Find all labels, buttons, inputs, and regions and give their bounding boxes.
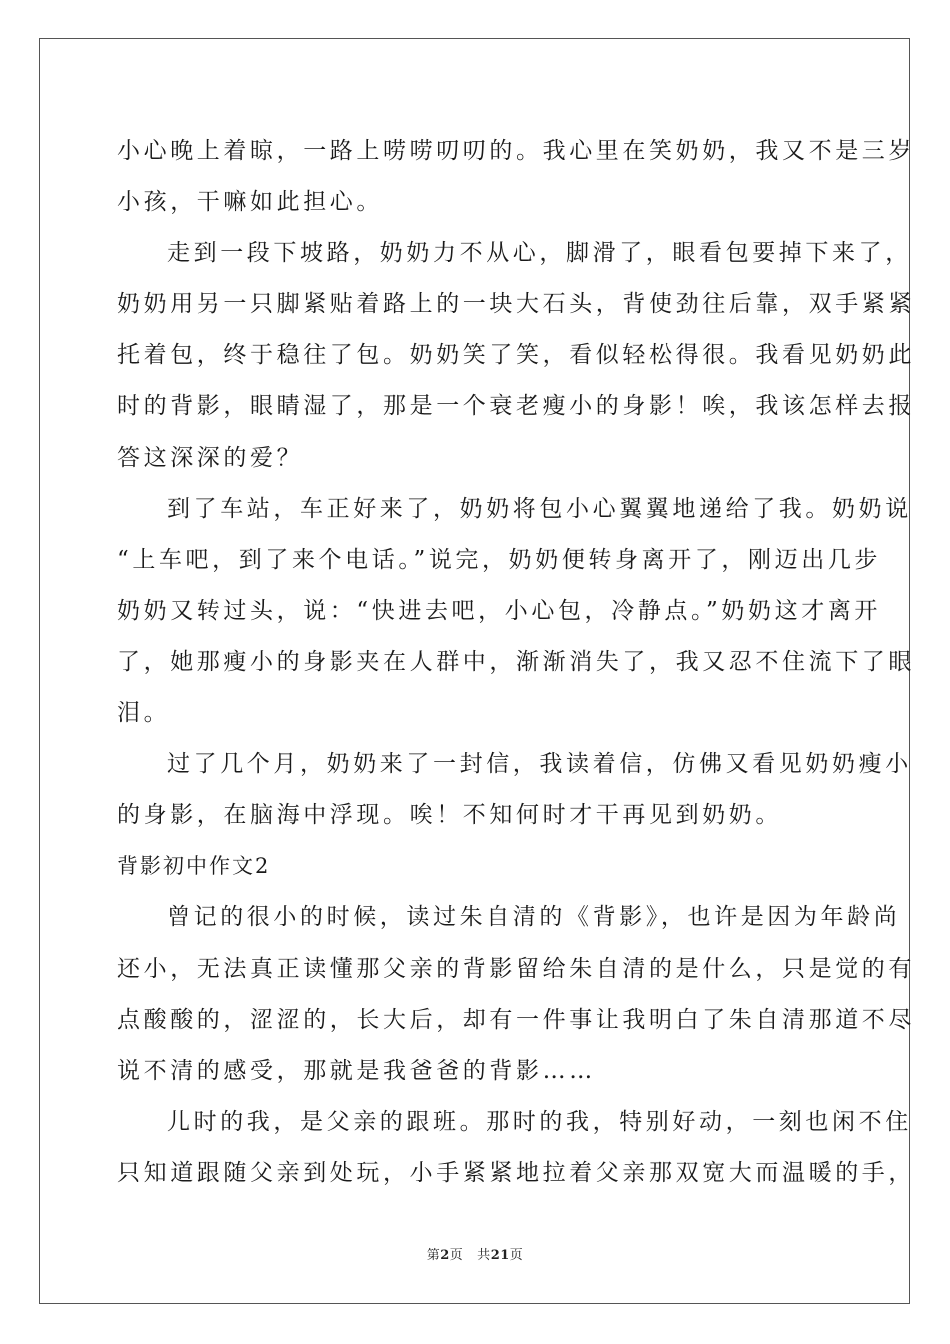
text-line: 答这深深的爱？ (117, 444, 304, 471)
text-line: 曾记的很小的时候，读过朱自清的《背影》，也许是因为年龄尚 (167, 904, 901, 931)
footer-total-pages: 21 (490, 1248, 510, 1263)
text-line: 点酸酸的，涩涩的，长大后，却有一件事让我明白了朱自清那道不尽 (117, 1006, 915, 1033)
text-line: 的身影，在脑海中浮现。唉！不知何时才干再见到奶奶。 (117, 802, 782, 829)
footer-total-prefix: 共 (477, 1248, 491, 1263)
text-line: 儿时的我，是父亲的跟班。那时的我，特别好动，一刻也闲不住 (167, 1108, 912, 1135)
text-line: 还小，无法真正读懂那父亲的背影留给朱自清的是什么，只是觉的有 (117, 955, 915, 982)
text-line: 说不清的感受，那就是我爸爸的背影…… (117, 1057, 596, 1084)
text-line: 小心晚上着晾，一路上唠唠叨叨的。我心里在笑奶奶，我又不是三岁 (117, 138, 915, 164)
text-line: 过了几个月，奶奶来了一封信，我读着信，仿佛又看见奶奶瘦小 (167, 751, 912, 778)
text-line: 时的背影，眼睛湿了，那是一个衰老瘦小的身影！唉，我该怎样去报 (117, 393, 915, 420)
footer-total-suffix: 页 (509, 1248, 524, 1263)
text-line: 小孩，干嘛如此担心。 (117, 189, 383, 216)
text-line: 奶奶又转过头，说：“快进去吧，小心包，冷静点。”奶奶这才离开 (117, 597, 882, 624)
text-line: 托着包，终于稳往了包。奶奶笑了笑，看似轻松得很。我看见奶奶此 (117, 342, 915, 369)
page-footer (0, 1244, 950, 1263)
text-line: 到了车站，车正好来了，奶奶将包小心翼翼地递给了我。奶奶说 (167, 495, 912, 522)
document-body (117, 126, 915, 1199)
footer-page-number: 2 (440, 1248, 450, 1263)
text-line: 只知道跟随父亲到处玩，小手紧紧地拉着父亲那双宽大而温暖的手， (117, 1159, 915, 1186)
text-line: “上车吧，到了来个电话。”说完，奶奶便转身离开了，刚迈出几步 (117, 546, 882, 573)
text-line: 泪。 (117, 700, 171, 727)
text-line: 走到一段下坡路，奶奶力不从心，脚滑了，眼看包要掉下来了， (167, 240, 912, 267)
text-line: 奶奶用另一只脚紧贴着路上的一块大石头，背使劲往后靠，双手紧紧 (117, 291, 915, 318)
text-line: 了，她那瘦小的身影夹在人群中，渐渐消失了，我又忍不住流下了眼 (117, 648, 915, 675)
section-heading: 背影初中作文2 (117, 854, 271, 879)
footer-page-prefix: 第 (426, 1248, 441, 1263)
footer-page-suffix: 页 (449, 1248, 464, 1263)
